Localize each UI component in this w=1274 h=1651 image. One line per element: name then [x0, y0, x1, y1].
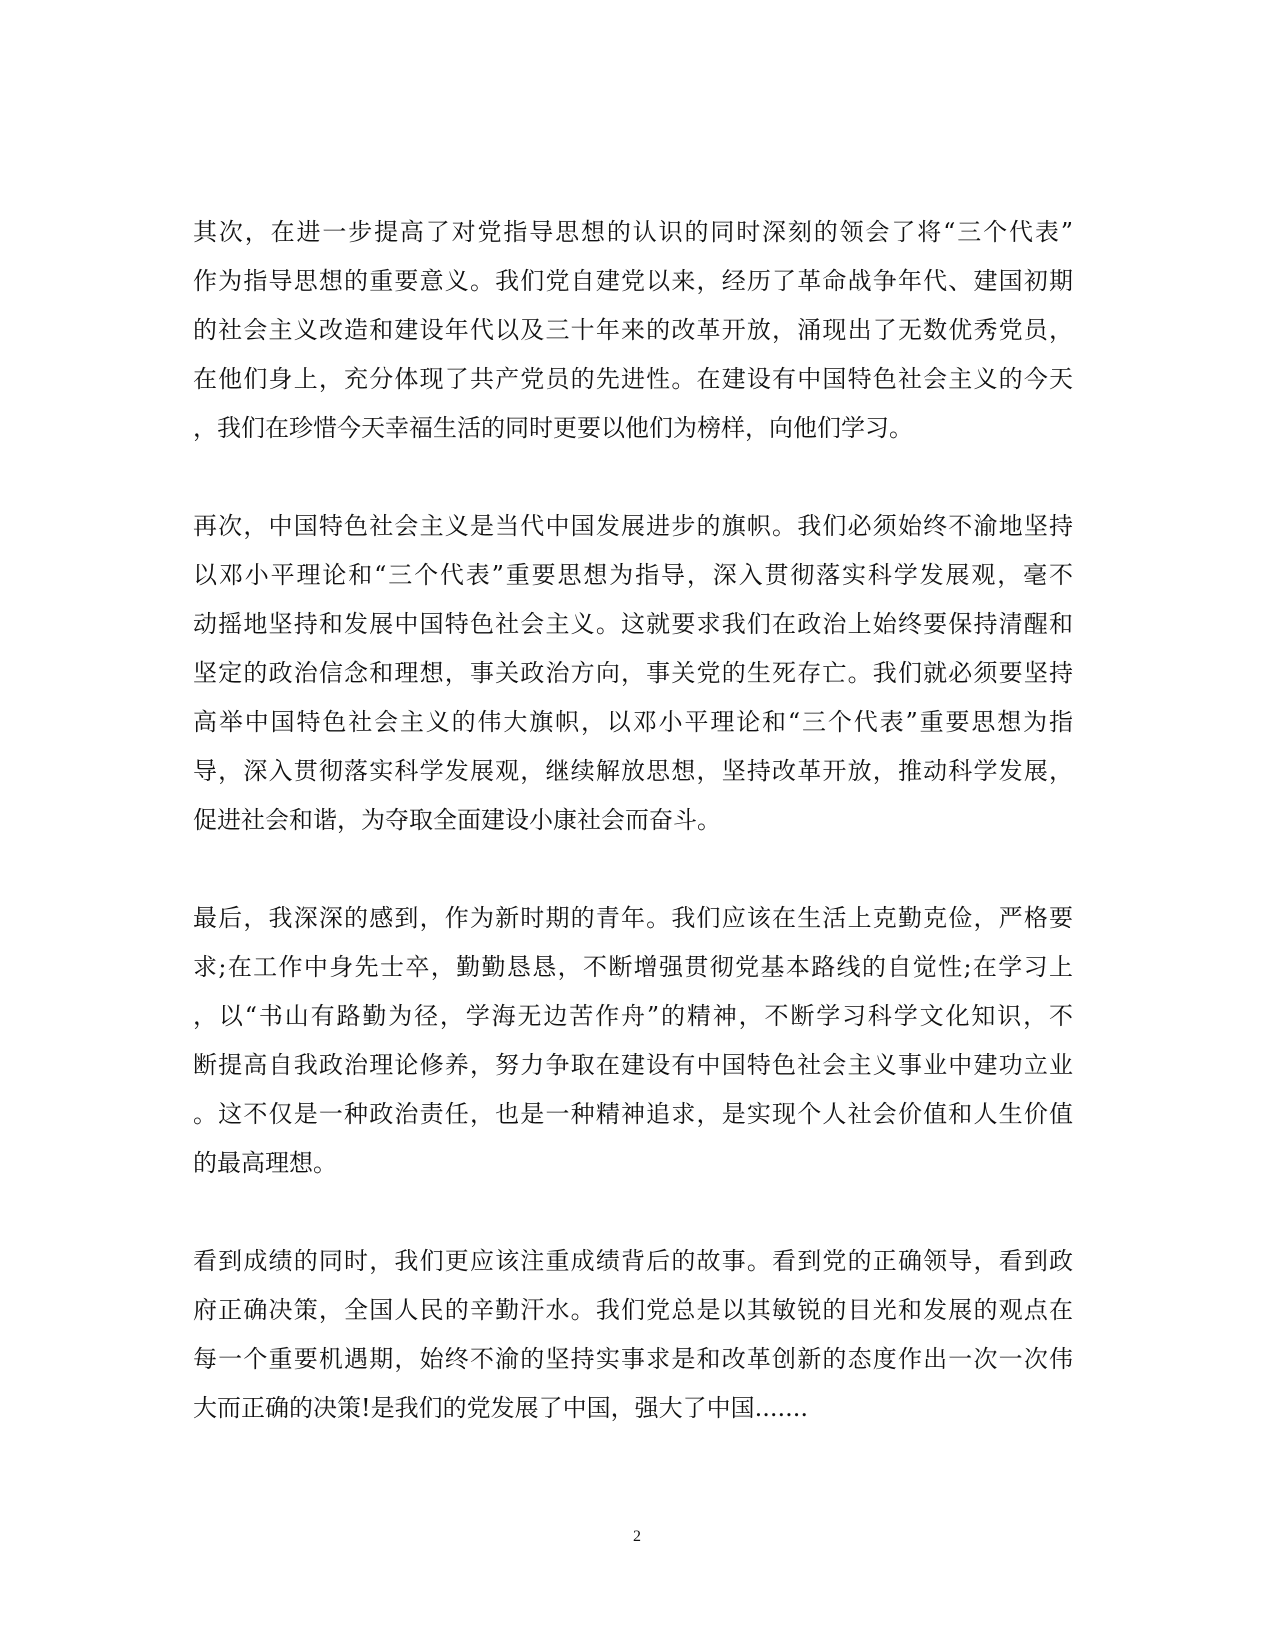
text-line: 高举中国特色社会主义的伟大旗帜，以邓小平理论和“三个代表”重要思想为指 [193, 708, 1073, 736]
paragraph-4 [193, 1237, 1073, 1433]
paragraph-1 [193, 208, 1073, 453]
text-line: 的最高理想。 [193, 1149, 337, 1177]
text-line: 最后，我深深的感到，作为新时期的青年。我们应该在生活上克勤克俭，严格要 [193, 904, 1073, 932]
text-line: 求;在工作中身先士卒，勤勤恳恳，不断增强贯彻党基本路线的自觉性;在学习上 [193, 953, 1073, 981]
body-text [193, 208, 1073, 1433]
paragraph-3 [193, 894, 1073, 1188]
text-line: 动摇地坚持和发展中国特色社会主义。这就要求我们在政治上始终要保持清醒和 [193, 610, 1073, 638]
paragraph-gap [193, 1188, 1073, 1237]
text-line: 看到成绩的同时，我们更应该注重成绩背后的故事。看到党的正确领导，看到政 [193, 1247, 1073, 1275]
text-line: ，以“书山有路勤为径，学海无边苦作舟”的精神，不断学习科学文化知识，不 [193, 1002, 1073, 1030]
text-line: 促进社会和谐，为夺取全面建设小康社会而奋斗。 [193, 806, 721, 834]
text-line: 作为指导思想的重要意义。我们党自建党以来，经历了革命战争年代、建国初期 [193, 267, 1073, 295]
text-line: 其次，在进一步提高了对党指导思想的认识的同时深刻的领会了将“三个代表” [193, 218, 1073, 246]
page-number: 2 [633, 1528, 641, 1545]
text-line: 坚定的政治信念和理想，事关政治方向，事关党的生死存亡。我们就必须要坚持 [193, 659, 1073, 687]
text-line: 以邓小平理论和“三个代表”重要思想为指导，深入贯彻落实科学发展观，毫不 [193, 561, 1073, 589]
text-line: 断提高自我政治理论修养，努力争取在建设有中国特色社会主义事业中建功立业 [193, 1051, 1073, 1079]
text-line: 府正确决策，全国人民的辛勤汗水。我们党总是以其敏锐的目光和发展的观点在 [193, 1296, 1073, 1324]
text-line: 的社会主义改造和建设年代以及三十年来的改革开放，涌现出了无数优秀党员， [193, 316, 1073, 344]
paragraph-gap [193, 453, 1073, 502]
paragraph-gap [193, 845, 1073, 894]
text-line: 再次，中国特色社会主义是当代中国发展进步的旗帜。我们必须始终不渝地坚持 [193, 512, 1073, 540]
paragraph-2 [193, 502, 1073, 845]
text-line: ，我们在珍惜今天幸福生活的同时更要以他们为榜样，向他们学习。 [193, 414, 913, 442]
text-line: 。这不仅是一种政治责任，也是一种精神追求，是实现个人社会价值和人生价值 [193, 1100, 1073, 1128]
text-line: 每一个重要机遇期，始终不渝的坚持实事求是和改革创新的态度作出一次一次伟 [193, 1345, 1073, 1373]
text-line: 在他们身上，充分体现了共产党员的先进性。在建设有中国特色社会主义的今天 [193, 365, 1073, 393]
text-line: 导，深入贯彻落实科学发展观，继续解放思想，坚持改革开放，推动科学发展， [193, 757, 1073, 785]
text-line: 大而正确的决策!是我们的党发展了中国，强大了中国....... [193, 1394, 809, 1422]
